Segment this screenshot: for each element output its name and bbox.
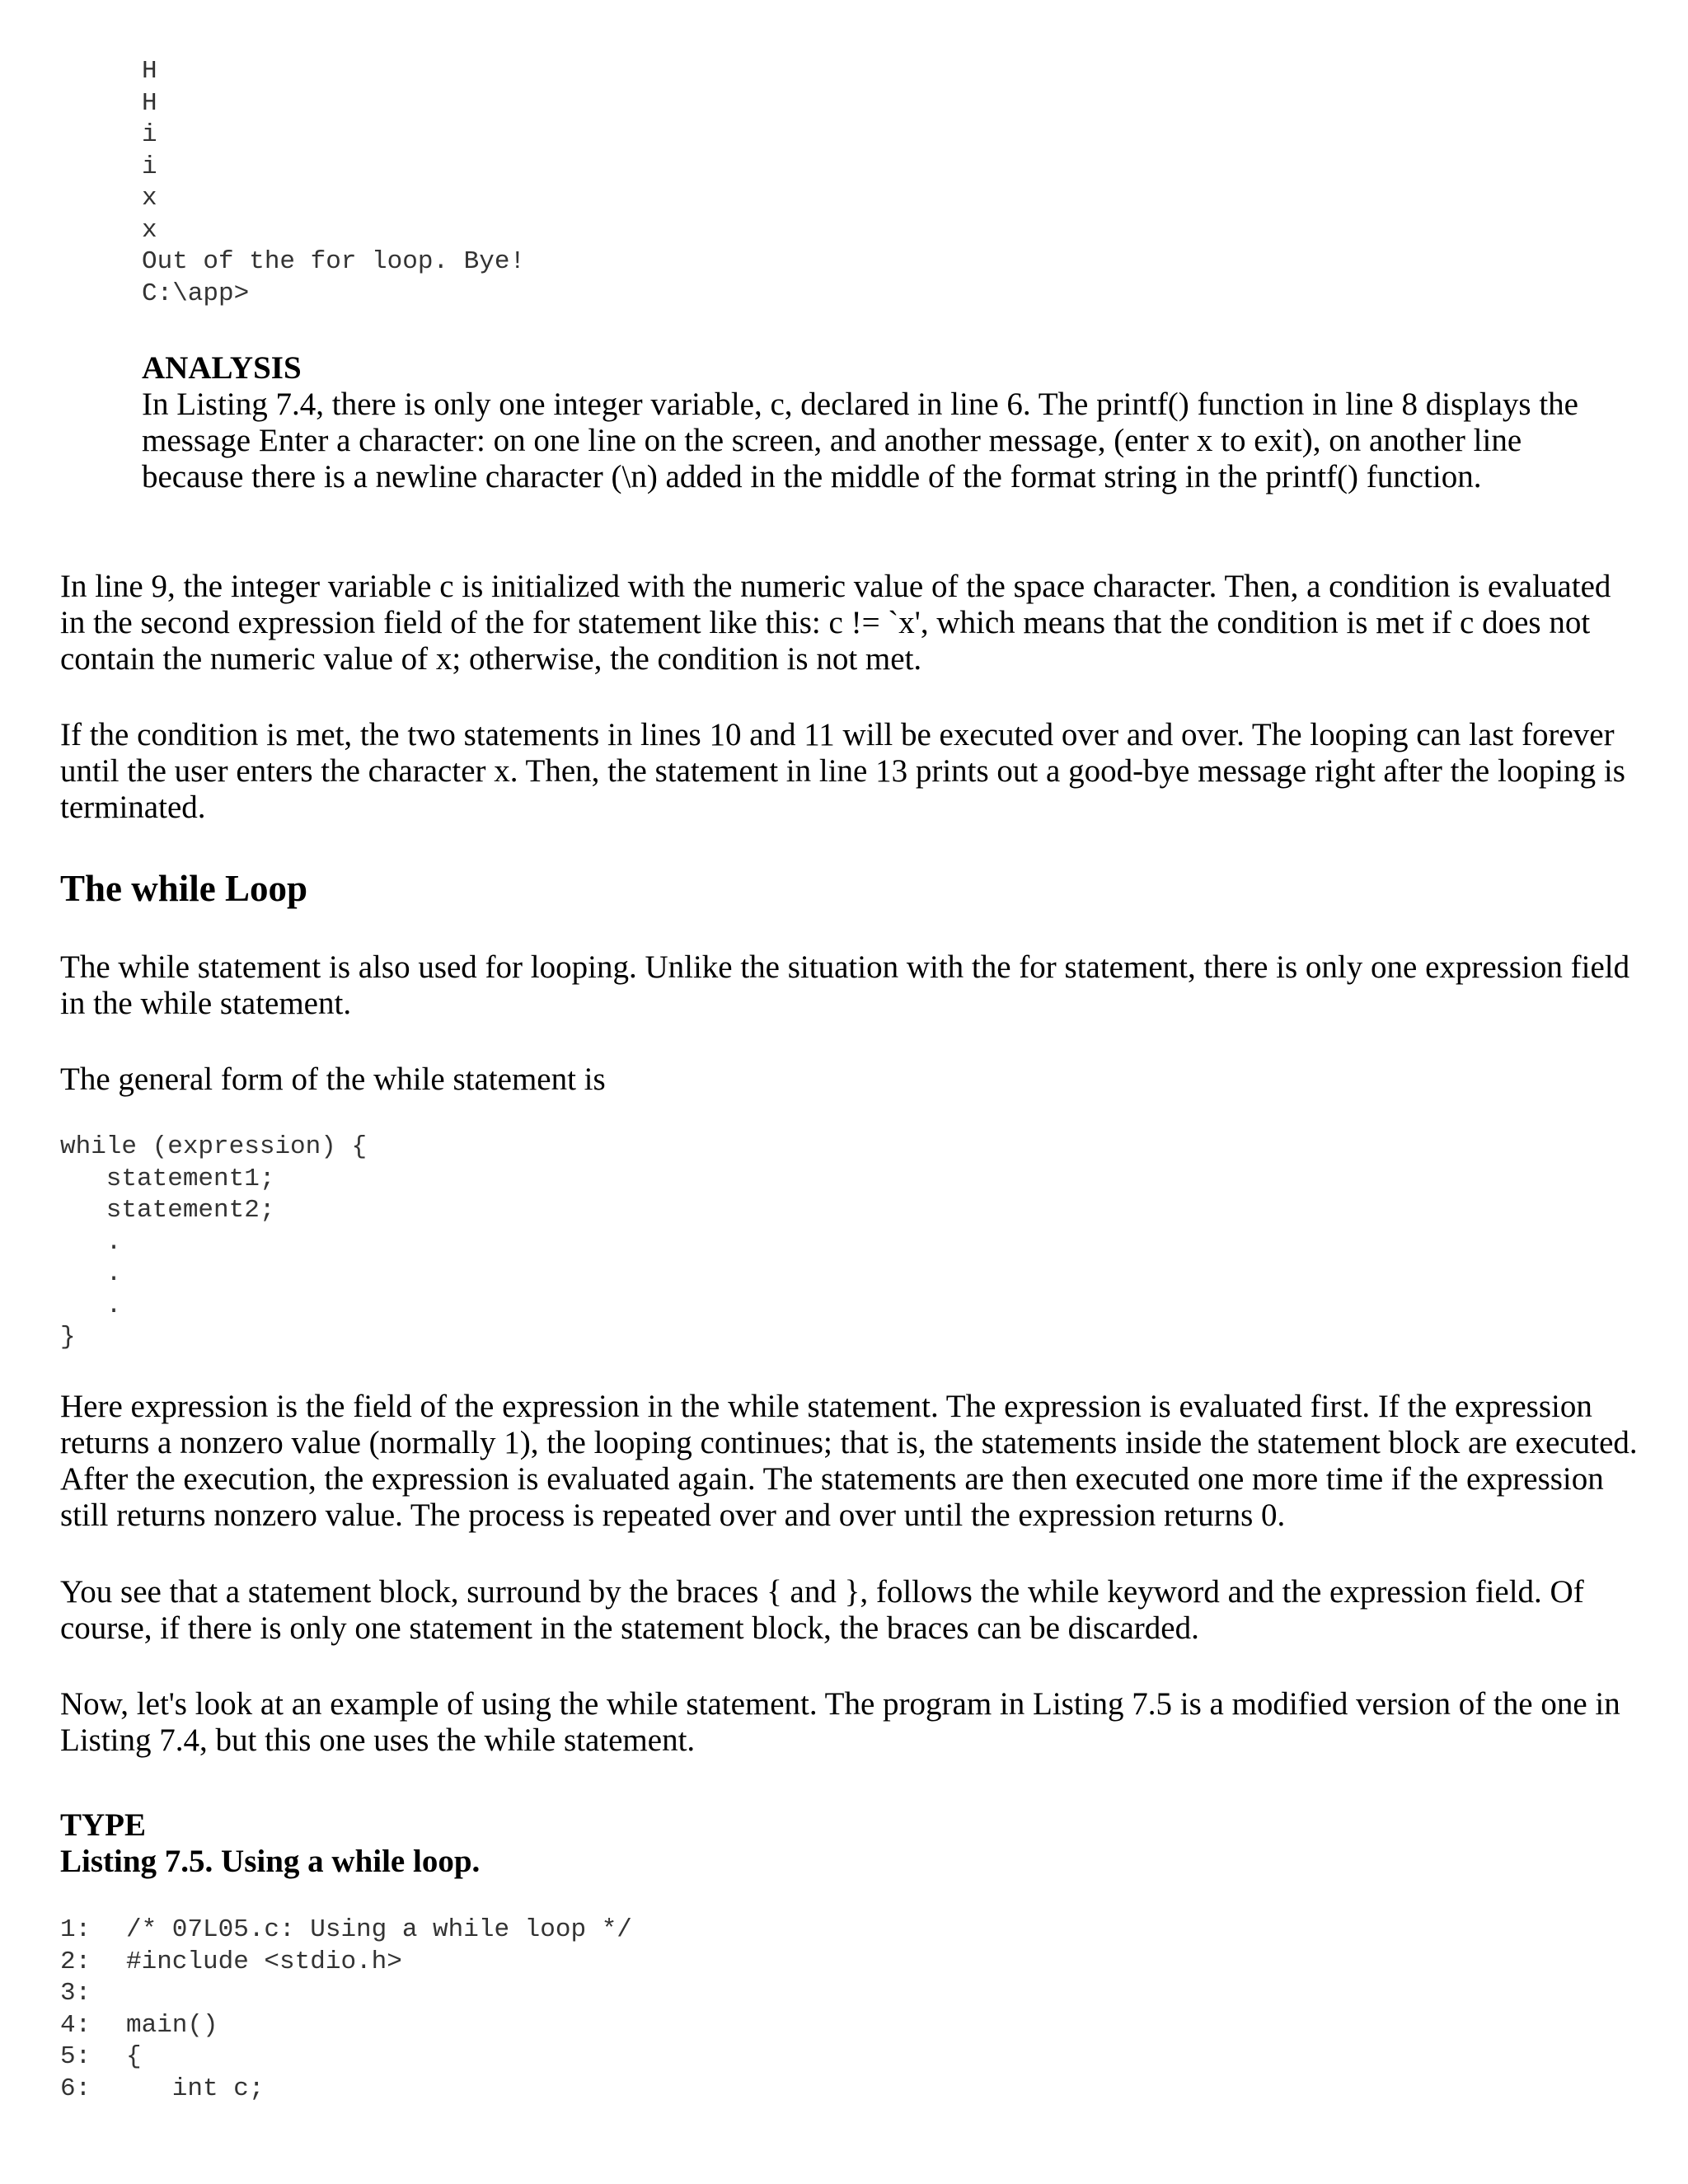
code-line: statement1; [60,1164,275,1193]
listing-row [60,1978,632,2010]
code-line: . [60,1227,122,1257]
analysis-section [142,350,1625,495]
line-code: main() [126,2010,218,2040]
line-number: 4: [60,2010,91,2040]
general-form-code [60,1132,367,1354]
paragraph-while-intro: The while statement is also used for looping. Unlike the situation with the for statement, there is only one expression field in the while statement. [60,949,1630,1021]
program-output [142,56,525,310]
listing-code [60,1915,632,2105]
output-line: i [142,152,157,181]
output-line: H [142,57,157,86]
output-line: H [142,88,157,118]
listing-row [60,1947,632,1979]
line-number: 2: [60,1947,91,1976]
line-code: int c; [126,2074,265,2103]
paragraph-example-intro: Now, let's look at an example of using the while statement. The program in Listing 7.5 is a modified version of the one in Listing 7.4, but this one uses the while statement. [60,1686,1620,1758]
code-line: } [60,1323,76,1352]
line-number: 3: [60,1979,91,2008]
code-line: . [60,1259,122,1288]
type-label: TYPE [60,1807,147,1843]
line-number: 5: [60,2042,91,2071]
listing-row [60,2010,632,2042]
analysis-label: ANALYSIS [142,350,302,386]
output-line: Out of the for loop. Bye! [142,247,526,276]
listing-row [60,2074,632,2106]
line-code: { [126,2042,142,2071]
paragraph-general-form: The general form of the while statement is [60,1062,606,1097]
listing-row [60,1915,632,1947]
paragraph-expression-explained: Here expression is the field of the expression in the while statement. The expression is evaluated first. If the expression returns a nonzero value (normally 1), the looping continues; that is, the statements inside the statement block are executed. After the execution, the expression is evaluated again. The statements are then executed one more time if the expression still returns nonzero value. The process is repeated over and over until the expression returns 0. [60,1389,1638,1533]
paragraph-condition-met: If the condition is met, the two statements in lines 10 and 11 will be executed over and over. The looping can last forever until the user enters the character x. Then, the statement in line 13 prints out a good-bye message right after the looping is terminated. [60,717,1625,825]
listing-title: Listing 7.5. Using a while loop. [60,1844,481,1879]
code-line: . [60,1291,122,1320]
listing-row [60,2041,632,2074]
listing-header [60,1807,480,1880]
analysis-text: In Listing 7.4, there is only one integer variable, c, declared in line 6. The printf() function in line 8 displays the message Enter a character: on one line on the screen, and another message, (enter x to exit), on another line because there is a newline character (\n) added in the middle of the format string in the printf() function. [142,387,1578,494]
section-heading: The while Loop [60,868,308,909]
line-number: 1: [60,1915,91,1944]
output-line: x [142,184,157,213]
output-line: C:\app> [142,279,250,308]
code-line: statement2; [60,1196,275,1225]
line-code: /* 07L05.c: Using a while loop */ [126,1915,632,1944]
paragraph-statement-block: You see that a statement block, surround by the braces { and }, follows the while keyword and the expression field. Of course, if there is only one statement in the statement block, the braces can be discarded. [60,1574,1584,1646]
line-number: 6: [60,2074,91,2103]
code-line: while (expression) { [60,1132,368,1161]
paragraph-line-9: In line 9, the integer variable c is initialized with the numeric value of the space character. Then, a condition is evaluated in the second expression field of the for statement like this: c != `x', which means that the condition is met if c does not contain the numeric value of x; otherwise, the condition is not met. [60,569,1611,677]
line-code: #include <stdio.h> [126,1947,402,1976]
output-line: i [142,120,157,149]
output-line: x [142,215,157,245]
